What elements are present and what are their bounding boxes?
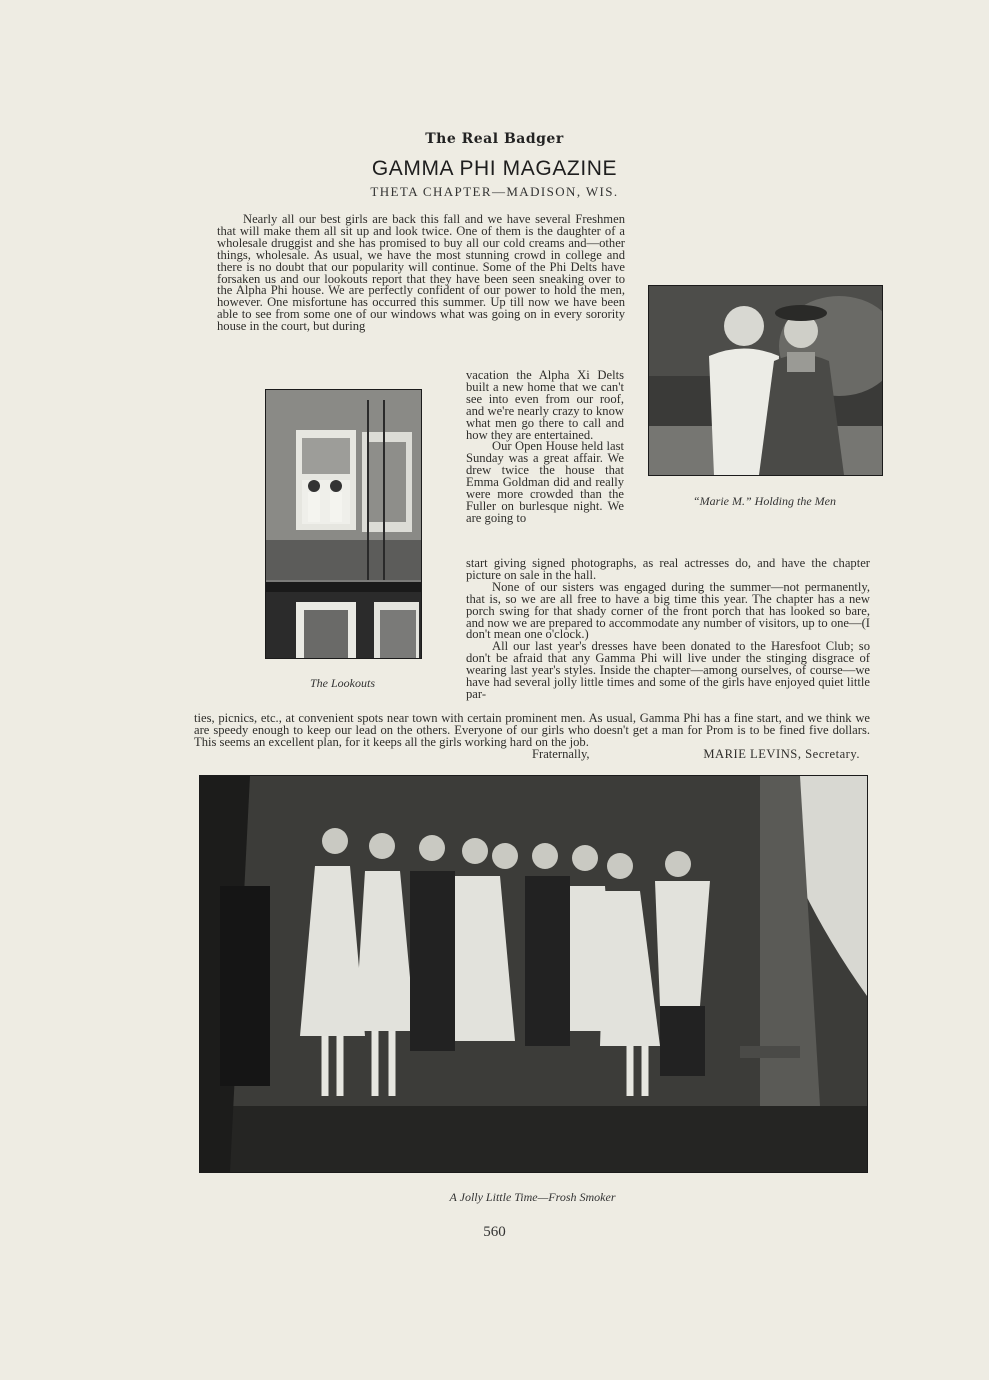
masthead: The Real Badger — [425, 131, 564, 147]
signature-line — [194, 746, 870, 761]
article-paragraph: start giving signed photographs, as real actresses do, and have the chapter picture on sale in the hall. — [466, 556, 870, 582]
lookouts-caption: The Lookouts — [309, 676, 375, 690]
article-block-bottom — [194, 713, 870, 761]
marie-image — [649, 286, 882, 475]
signature: MARIE LEVINS, Secretary. — [703, 746, 860, 761]
article-block-top — [217, 214, 625, 333]
article-paragraph: None of our sisters was engaged during the summer—not permanently, that is, so we are all free to have a big time this year. The chapter has a new porch swing for that shady corner of the front porch that has looked so bare, and now we are prepared to accommodate any number of visitors, up to one—(I don't mean one o'clock.) — [466, 579, 870, 642]
frosh-caption: A Jolly Little Time—Frosh Smoker — [449, 1190, 616, 1204]
article-block-right — [466, 558, 870, 701]
article-paragraph: vacation the Alpha Xi Delts built a new home that we can't see into even from our roof, and we're nearly crazy to know what men go there to call and how they are entertained. — [466, 368, 624, 442]
lookouts-image — [266, 390, 421, 658]
article-paragraph: ties, picnics, etc., at convenient spots near town with certain prominent men. As usual, Gamma Phi has a fine start, and we think we are speedy enough to keep our lead on the others. Everyone of our girls who doesn't get a man for Prom is to be fined five dollars. This seems an excellent plan, for it keeps all the girls working hard on the job. — [194, 711, 870, 749]
article-block-narrow — [466, 370, 624, 525]
frosh-photo — [199, 775, 868, 1173]
page-number: 560 — [483, 1224, 506, 1240]
page-title: GAMMA PHI MAGAZINE — [371, 157, 618, 180]
article-paragraph: All our last year's dresses have been donated to the Haresfoot Club; so don't be afraid that any Gamma Phi will live under the stinging disgrace of wearing last year's styles. Inside the chapter—among ourselves, of course—we have had several jolly little times and some of the girls have enjoyed quiet little par- — [466, 639, 870, 701]
frosh-image — [200, 776, 867, 1172]
page-subtitle: THETA CHAPTER—MADISON, WIS. — [370, 184, 619, 199]
article-paragraph: Nearly all our best girls are back this fall and we have several Freshmen that will make them all sit up and look twice. One of them is the daughter of a wholesale druggist and she has promised to buy all our cold creams and—other things, wholesale. As usual, we have the most stunning crowd in college and there is no doubt that our popularity will continue. Some of the Phi Delts have forsaken us and our lookouts report that they have been seen sneaking over to the Alpha Phi house. We are perfectly confident of our power to hold the men, however. One misfortune has occurred this summer. Up till now we have been able to see from some one of our windows what was going on in every sorority house in the court, but during — [217, 212, 625, 334]
lookouts-photo — [265, 389, 422, 659]
marie-photo — [648, 285, 883, 476]
marie-caption: “Marie M.” Holding the Men — [693, 494, 836, 508]
article-paragraph: Our Open House held last Sunday was a great affair. We drew twice the house that Emma Goldman did and really were more crowded than the Fuller on burlesque night. We are going to — [466, 439, 624, 525]
closing: Fraternally, — [532, 746, 590, 761]
